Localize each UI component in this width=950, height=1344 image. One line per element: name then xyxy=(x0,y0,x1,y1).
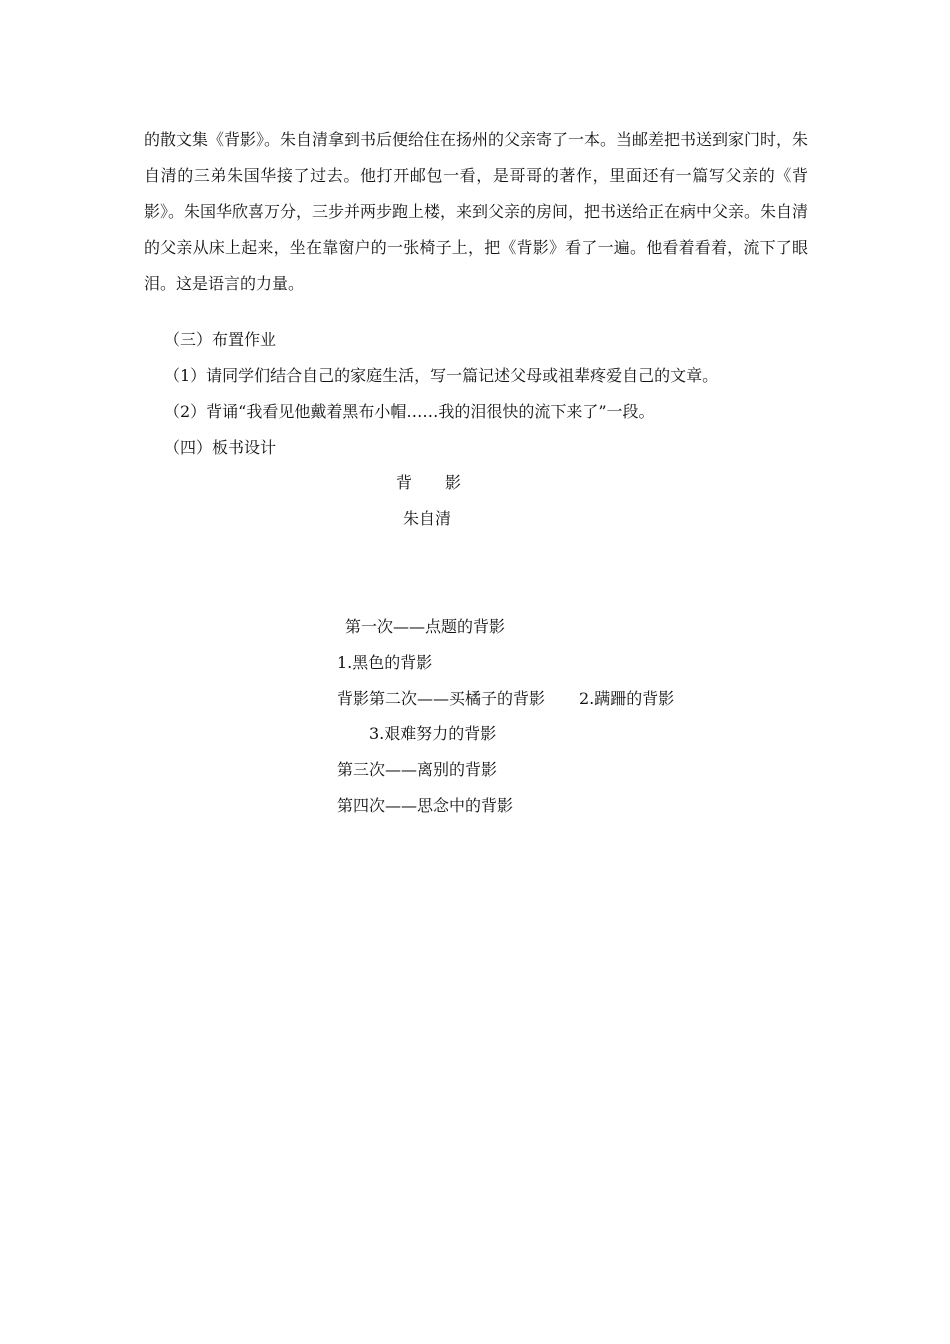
board-row-second: 背影第二次——买橘子的背影 xyxy=(337,689,546,708)
homework-item-1: （1）请同学们结合自己的家庭生活，写一篇记述父母或祖辈疼爱自己的文章。 xyxy=(164,366,719,385)
section-heading-board: （四）板书设计 xyxy=(164,438,277,457)
board-row-first: 第一次——点题的背影 xyxy=(345,617,506,636)
board-row-fourth: 第四次——思念中的背影 xyxy=(337,796,514,815)
board-author: 朱自清 xyxy=(403,509,452,528)
body-paragraph: 的散文集《背影》。朱自清拿到书后便给住在扬州的父亲寄了一本。当邮差把书送到家门时，朱自清的三弟朱国华接了过去。他打开邮包一看，是哥哥的著作，里面还有一篇写父亲的《背影》。朱国华欣喜万分，三步并两步跑上楼，来到父亲的房间，把书送给正在病中父亲。朱自清的父亲从床上起来，坐在靠窗户的一张椅子上，把《背影》看了一遍。他看着看着，流下了眼泪。这是语言的力量。 xyxy=(144,130,809,293)
homework-item-2: （2）背诵“我看见他戴着黑布小帽……我的泪很快的流下来了”一段。 xyxy=(164,402,655,421)
section-heading-homework: （三）布置作业 xyxy=(164,330,277,349)
board-row-effort: 3.艰难努力的背影 xyxy=(369,724,497,743)
board-row-black: 1.黑色的背影 xyxy=(337,653,433,672)
board-row-stagger: 2.蹒跚的背影 xyxy=(579,689,675,708)
board-title-char-2: 影 xyxy=(445,473,462,492)
board-title-char-1: 背 xyxy=(396,473,413,492)
board-row-third: 第三次——离别的背影 xyxy=(337,760,498,779)
